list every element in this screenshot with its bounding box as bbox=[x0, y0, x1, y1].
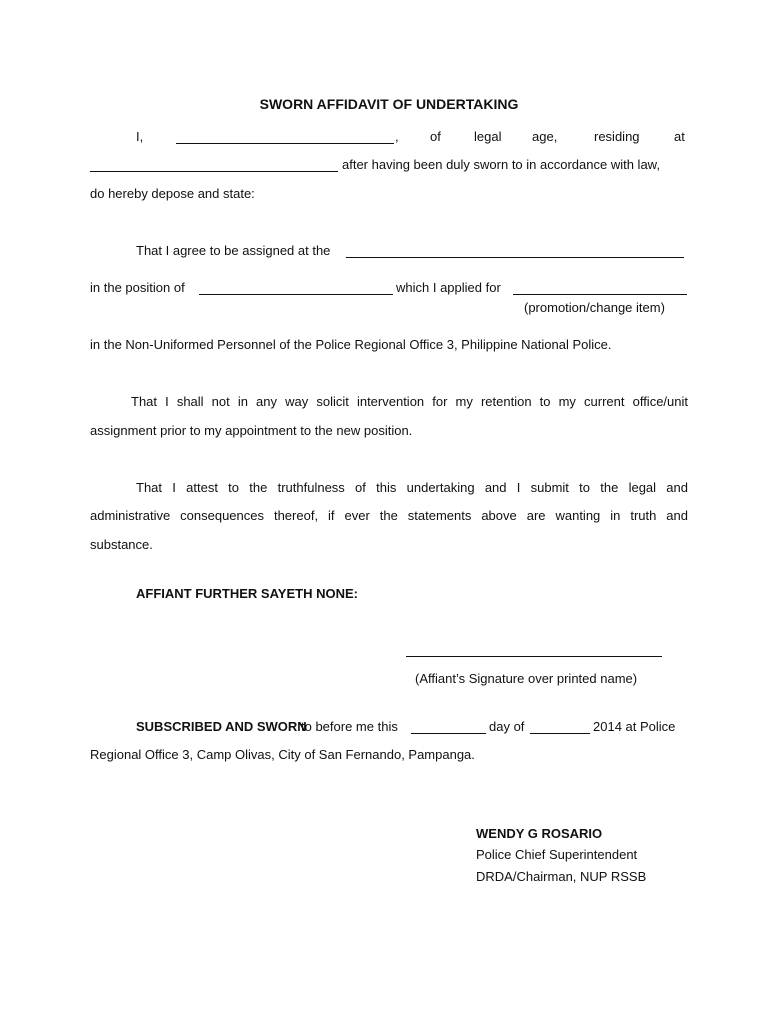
official-rank: Police Chief Superintendent bbox=[476, 847, 638, 862]
day-blank bbox=[411, 721, 486, 734]
applied-for-text: which I applied for bbox=[396, 280, 501, 295]
position-blank bbox=[199, 282, 393, 295]
jurat-line-2: Regional Office 3, Camp Olivas, City of San Fernando, Pampanga. bbox=[90, 747, 475, 762]
intro-word-of: of bbox=[430, 129, 441, 144]
residence-blank bbox=[90, 159, 338, 172]
intro-word-residing: residing bbox=[594, 129, 640, 144]
para2-line-2: assignment prior to my appointment to the new position. bbox=[90, 423, 413, 438]
jurat-to-before: to before me this bbox=[301, 719, 398, 734]
month-blank bbox=[530, 721, 590, 734]
jurat-bold-lead: SUBSCRIBED AND SWORN bbox=[136, 719, 307, 734]
jurat-day-of: day of bbox=[489, 719, 525, 734]
affiant-statement: AFFIANT FURTHER SAYETH NONE: bbox=[136, 586, 358, 601]
npo-closing: in the Non-Uniformed Personnel of the Police Regional Office 3, Philippine National Police. bbox=[90, 337, 612, 352]
assignment-lead: That I agree to be assigned at the bbox=[136, 243, 331, 258]
position-lead: in the position of bbox=[90, 280, 185, 295]
para3-line-3: substance. bbox=[90, 537, 153, 552]
signature-line bbox=[406, 656, 662, 657]
intro-word-legal: legal bbox=[474, 129, 502, 144]
intro-word-i: I, bbox=[136, 129, 144, 144]
promotion-note: (promotion/change item) bbox=[524, 300, 665, 315]
jurat-year-place: 2014 at Police bbox=[593, 719, 676, 734]
para3-line-2: administrative consequences thereof, if ever the statements above are wanting in truth and bbox=[90, 508, 688, 523]
para3-line-1: That I attest to the truthfulness of this undertaking and I submit to the legal and bbox=[136, 480, 688, 495]
intro-comma: , bbox=[395, 129, 399, 144]
intro-word-age: age, bbox=[532, 129, 558, 144]
intro-line-2: after having been duly sworn to in accordance with law, bbox=[342, 157, 660, 172]
intro-word-at: at bbox=[674, 129, 685, 144]
official-position: DRDA/Chairman, NUP RSSB bbox=[476, 869, 647, 884]
official-name: WENDY G ROSARIO bbox=[476, 826, 603, 841]
signature-caption: (Affiant’s Signature over printed name) bbox=[415, 671, 638, 686]
intro-line-3: do hereby depose and state: bbox=[90, 186, 255, 201]
para2-line-1: That I shall not in any way solicit intervention for my retention to my current office/unit bbox=[131, 394, 688, 409]
assignment-blank bbox=[346, 245, 684, 258]
name-blank bbox=[176, 131, 394, 144]
applied-for-blank bbox=[513, 282, 687, 295]
document-title: SWORN AFFIDAVIT OF UNDERTAKING bbox=[259, 96, 519, 112]
